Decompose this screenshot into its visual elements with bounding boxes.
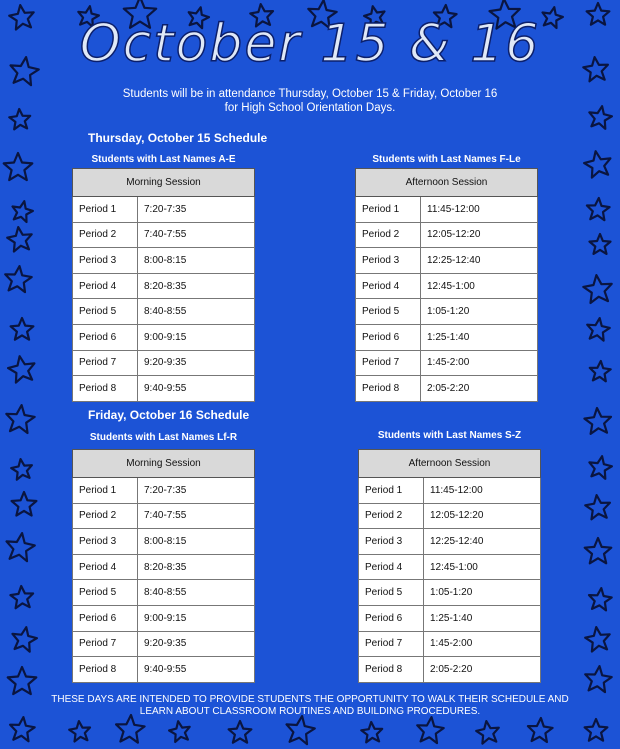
table-row [73,529,255,555]
star-icon [361,722,382,742]
time-cell: 12:45-1:00 [424,554,541,580]
group-heading-lf-r: Students with Last Names Lf-R [89,432,238,443]
time-cell: 11:45-12:00 [424,478,541,504]
star-icon [10,717,35,741]
table-row [73,503,255,529]
time-cell: 8:00-8:15 [138,248,255,274]
period-cell: Period 8 [73,376,138,402]
time-cell: 8:20-8:35 [138,554,255,580]
table-row [73,197,255,223]
time-cell: 9:20-9:35 [138,350,255,376]
footer-text: THESE DAYS ARE INTENDED TO PROVIDE STUDENTS THE OPPORTUNITY TO WALK THEIR SCHEDULE AND LEARN ABOUT CLASSROOM ROUTINES AND BUILDING PROCEDURES. [51,694,569,717]
time-cell: 2:05-2:20 [421,376,538,402]
star-icon [11,459,32,480]
group-heading-s-z: Students with Last Names S-Z [377,430,522,441]
time-cell: 9:20-9:35 [138,631,255,657]
star-icon [8,356,34,382]
table-row [359,529,541,555]
period-cell: Period 4 [73,554,138,580]
table-row [359,478,541,504]
page-title: October 15 & 16 [79,14,541,74]
time-cell: 2:05-2:20 [424,657,541,683]
star-icon [476,721,499,744]
period-cell: Period 8 [359,657,424,683]
session-header: Afternoon Session [356,169,538,197]
table-row [356,299,538,325]
period-cell: Period 3 [356,248,421,274]
star-icon [589,106,612,129]
table-row [73,222,255,248]
thursday-heading: Thursday, October 15 Schedule [88,131,268,145]
star-icon [587,318,610,341]
table-row [356,350,538,376]
schedule-table-s-z [358,449,541,683]
table-row [73,350,255,376]
time-cell: 12:25-12:40 [424,529,541,555]
star-icon [590,361,611,381]
star-icon [585,495,610,519]
star-icon [13,627,37,652]
period-cell: Period 6 [356,324,421,350]
table-row [356,222,538,248]
star-icon [585,538,612,563]
table-row [73,299,255,325]
period-cell: Period 2 [359,503,424,529]
period-cell: Period 6 [359,605,424,631]
period-cell: Period 1 [359,478,424,504]
time-cell: 1:25-1:40 [424,605,541,631]
time-cell: 1:05-1:20 [421,299,538,325]
table-row [73,580,255,606]
table-row [73,273,255,299]
period-cell: Period 7 [73,631,138,657]
period-cell: Period 3 [73,529,138,555]
period-cell: Period 5 [73,299,138,325]
table-row [359,657,541,683]
period-cell: Period 4 [356,273,421,299]
table-row [356,248,538,274]
table-row [73,478,255,504]
star-icon [169,721,190,742]
time-cell: 9:40-9:55 [138,376,255,402]
star-icon [589,588,612,610]
star-icon [6,405,34,433]
table-row [73,324,255,350]
table-row [359,631,541,657]
table-row [356,324,538,350]
period-cell: Period 4 [359,554,424,580]
table-row [73,376,255,402]
time-cell: 1:05-1:20 [424,580,541,606]
time-cell: 9:40-9:55 [138,657,255,683]
friday-heading: Friday, October 16 Schedule [88,408,250,422]
star-icon [417,717,444,743]
period-cell: Period 7 [356,350,421,376]
time-cell: 12:05-12:20 [424,503,541,529]
star-icon [9,109,30,129]
star-icon [528,718,553,742]
star-icon [587,198,610,220]
group-heading-f-le: Students with Last Names F-Le [372,154,521,165]
period-cell: Period 1 [356,197,421,223]
period-cell: Period 8 [73,657,138,683]
time-cell: 11:45-12:00 [421,197,538,223]
star-icon [7,227,32,251]
period-cell: Period 6 [73,605,138,631]
time-cell: 7:40-7:55 [138,222,255,248]
table-row [359,580,541,606]
period-cell: Period 3 [73,248,138,274]
period-cell: Period 5 [73,580,138,606]
time-cell: 12:05-12:20 [421,222,538,248]
star-icon [584,151,610,177]
schedule-table-lf-r [72,449,255,683]
period-cell: Period 2 [73,503,138,529]
period-cell: Period 6 [73,324,138,350]
intro-text: Students will be in attendance Thursday, October 15 & Friday, October 16 for High School Orientation Days. [122,88,498,114]
table-row [73,248,255,274]
star-icon [4,153,33,180]
session-header: Morning Session [73,450,255,478]
table-row [356,273,538,299]
star-icon [10,586,33,608]
time-cell: 1:25-1:40 [421,324,538,350]
period-cell: Period 2 [356,222,421,248]
table-row [359,503,541,529]
star-icon [12,492,37,516]
time-cell: 1:45-2:00 [424,631,541,657]
time-cell: 9:00-9:15 [138,324,255,350]
period-cell: Period 1 [73,478,138,504]
star-icon [69,721,90,741]
star-icon [590,234,611,254]
star-icon [13,201,33,222]
star-icon [11,318,34,340]
time-cell: 8:40-8:55 [138,299,255,325]
time-cell: 9:00-9:15 [138,605,255,631]
star-icon [585,666,612,692]
table-row [73,554,255,580]
star-icon [229,721,252,743]
time-cell: 7:40-7:55 [138,503,255,529]
time-cell: 12:45-1:00 [421,273,538,299]
schedule-table-a-e [72,168,255,402]
session-header: Morning Session [73,169,255,197]
period-cell: Period 7 [359,631,424,657]
period-cell: Period 5 [359,580,424,606]
period-cell: Period 1 [73,197,138,223]
table-row [73,657,255,683]
period-cell: Period 4 [73,273,138,299]
star-icon [584,408,611,434]
star-icon [583,275,611,303]
star-icon [585,627,610,651]
time-cell: 12:25-12:40 [421,248,538,274]
period-cell: Period 7 [73,350,138,376]
star-icon [5,266,32,292]
time-cell: 7:20-7:35 [138,197,255,223]
star-icon [585,719,608,741]
table-row [73,631,255,657]
table-row [359,554,541,580]
star-icon [7,533,35,561]
table-row [73,605,255,631]
group-heading-a-e: Students with Last Names A-E [91,154,236,165]
time-cell: 1:45-2:00 [421,350,538,376]
time-cell: 8:20-8:35 [138,273,255,299]
period-cell: Period 8 [356,376,421,402]
table-row [356,376,538,402]
star-icon [116,715,145,743]
period-cell: Period 3 [359,529,424,555]
time-cell: 7:20-7:35 [138,478,255,504]
table-row [359,605,541,631]
period-cell: Period 5 [356,299,421,325]
time-cell: 8:00-8:15 [138,529,255,555]
period-cell: Period 2 [73,222,138,248]
star-icon [287,716,315,744]
table-row [356,197,538,223]
star-icon [589,456,612,479]
schedule-table-f-le [355,168,538,402]
time-cell: 8:40-8:55 [138,580,255,606]
session-header: Afternoon Session [359,450,541,478]
star-icon [8,667,37,694]
